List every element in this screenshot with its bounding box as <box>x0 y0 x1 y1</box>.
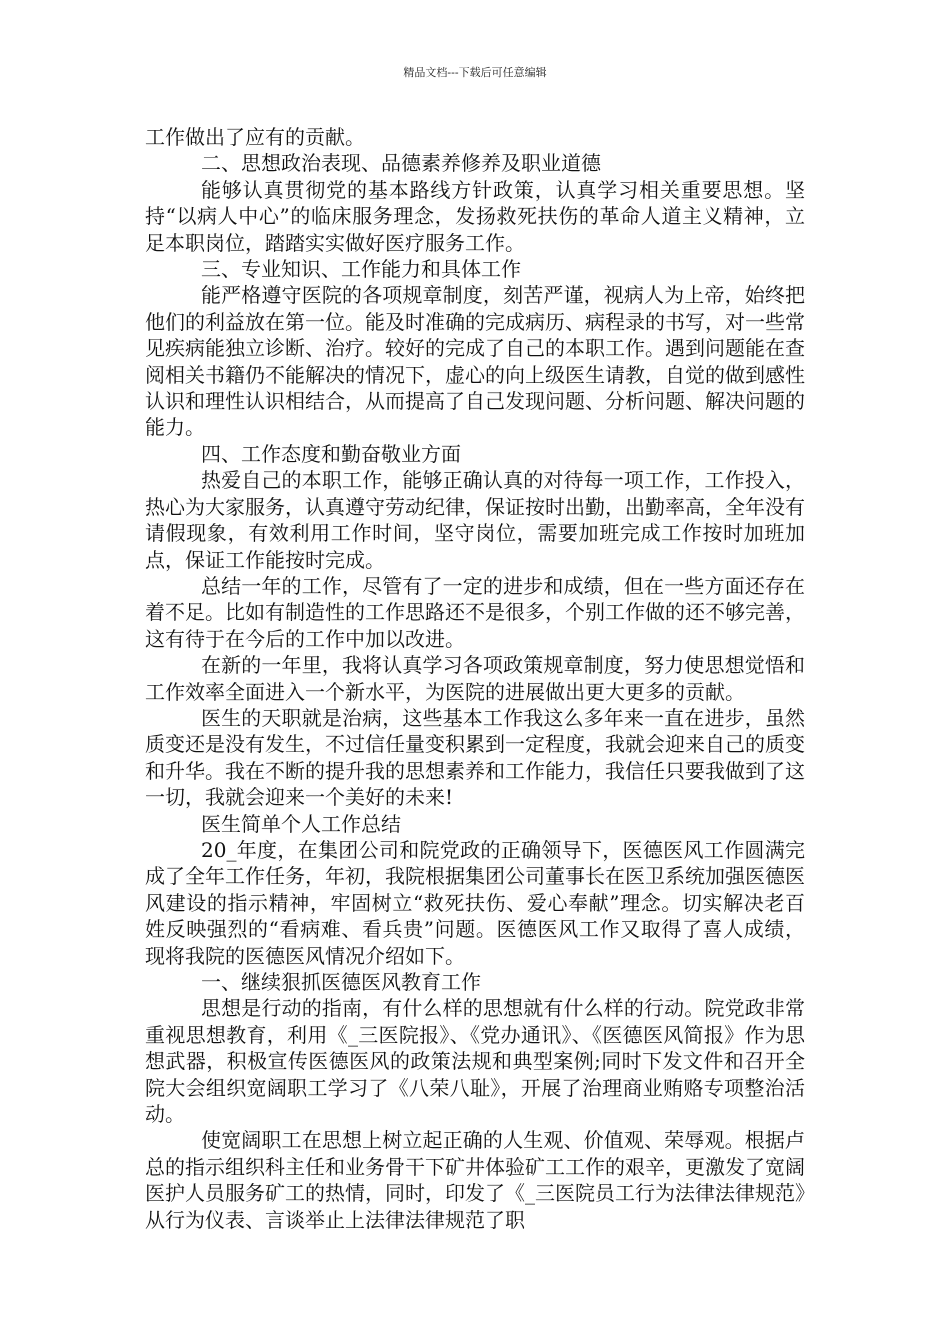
paragraph-8: 总结一年的工作，尽管有了一定的进步和成绩，但在一些方面还存在着不足。比如有制造性的工作思路还不是很多，个别工作做的还不够完善，这有待于在今后的工作中加以改进。 <box>145 573 805 651</box>
section-heading-3: 三、专业知识、工作能力和具体工作 <box>201 257 521 282</box>
section-heading-4: 四、工作态度和勤奋敬业方面 <box>201 441 461 466</box>
page-header: 精品文档---下载后可任意编辑 <box>403 66 547 79</box>
section-heading-1: 一、继续狠抓医德医风教育工作 <box>201 970 481 994</box>
paragraph-15: 使宽阔职工在思想上树立起正确的人生观、价值观、荣辱观。根据卢总的指示组织科主任和业务骨干下矿井体验矿工工作的艰辛，更激发了宽阔医护人员服务矿工的热情，同时，印发了《_三医院员工行为法律法律规范》从行为仪表、言谈举止上法律法律规范了职 <box>145 1128 805 1232</box>
document-subtitle: 医生简单个人工作总结 <box>201 811 401 836</box>
document-body <box>145 124 805 1233</box>
paragraph-12: 20_年度，在集团公司和院党政的正确领导下，医德医风工作圆满完成了全年工作任务，年初，我院根据集团公司董事长在医卫系统加强医德医风建设的指示精神，牢固树立“救死扶伤、爱心奉献”理念。切实解决老百姓反映强烈的“看病难、看兵贵”问题。医德医风工作又取得了喜人成绩，现将我院的医德医风情况介绍如下。 <box>145 837 805 968</box>
section-heading-2: 二、思想政治表现、品德素养修养及职业道德 <box>201 151 601 176</box>
paragraph-14: 思想是行动的指南，有什么样的思想就有什么样的行动。院党政非常重视思想教育，利用《_三医院报》、《党办通讯》、《医德医风简报》作为思想武器，积极宣传医德医风的政策法规和典型案例;同时下发文件和召开全院大会组织宽阔职工学习了《八荣八耻》，开展了治理商业贿赂专项整治活动。 <box>145 996 805 1127</box>
paragraph-1: 工作做出了应有的贡献。 <box>145 125 365 149</box>
paragraph-10: 医生的天职就是治病，这些基本工作我这么多年来一直在进步，虽然质变还是没有发生，不过信任量变积累到一定程度，我就会迎来自己的质变和升华。我在不断的提升我的思想素养和工作能力，我信任只要我做到了这一切，我就会迎来一个美好的未来! <box>145 705 805 810</box>
paragraph-5: 能严格遵守医院的各项规章制度，刻苦严谨，视病人为上帝，始终把他们的利益放在第一位。能及时准确的完成病历、病程录的书写，对一些常见疾病能独立诊断、治疗。较好的完成了自己的本职工作。遇到问题能在查阅相关书籍仍不能解决的情况下，虚心的向上级医生请教，自觉的做到感性认识和理性认识相结合，从而提高了自己发现问题、分析问题、解决问题的能力。 <box>145 283 805 440</box>
paragraph-3: 能够认真贯彻党的基本路线方针政策，认真学习相关重要思想。坚持“以病人中心”的临床服务理念，发扬救死扶伤的革命人道主义精神，立足本职岗位，踏踏实实做好医疗服务工作。 <box>145 177 805 255</box>
paragraph-7: 热爱自己的本职工作，能够正确认真的对待每一项工作，工作投入，热心为大家服务，认真遵守劳动纪律，保证按时出勤，出勤率高，全年没有请假现象，有效利用工作时间，坚守岗位，需要加班完成工作按时加班加点，保证工作能按时完成。 <box>145 468 805 572</box>
paragraph-9: 在新的一年里，我将认真学习各项政策规章制度，努力使思想觉悟和工作效率全面进入一个新水平，为医院的进展做出更大更多的贡献。 <box>145 653 805 704</box>
